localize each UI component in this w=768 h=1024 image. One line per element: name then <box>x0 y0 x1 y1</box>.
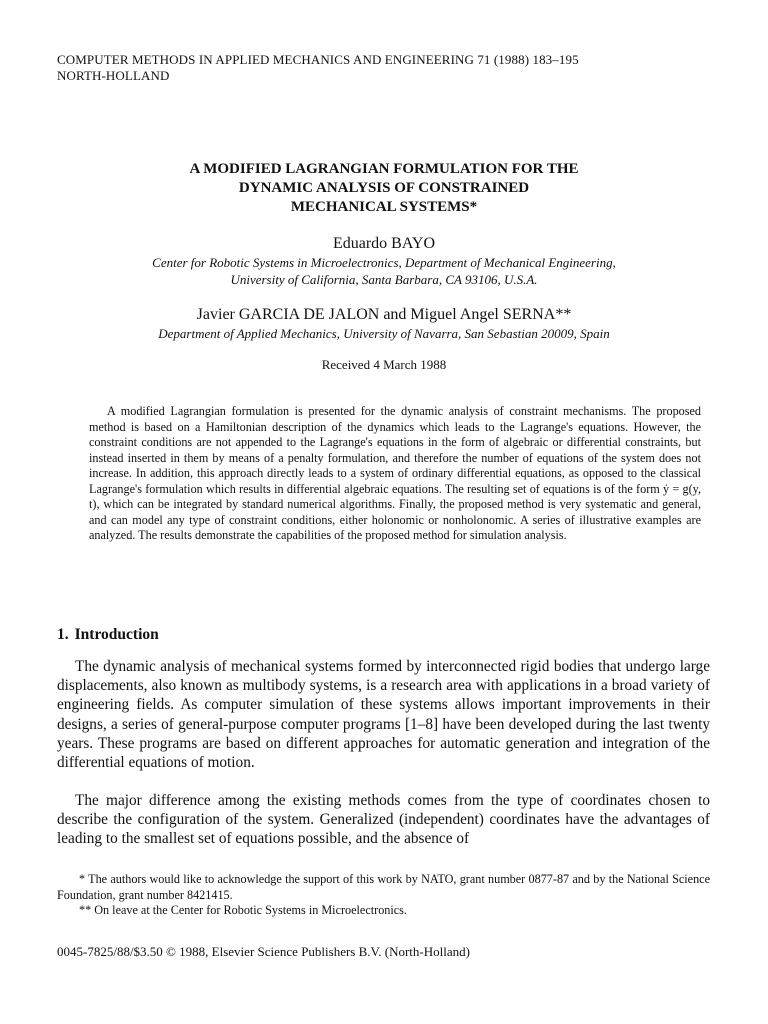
journal-header <box>57 52 697 84</box>
affiliation-1-line-1: Center for Robotic Systems in Microelectronics, Department of Mechanical Engineering, <box>152 255 616 270</box>
affiliation-2: Department of Applied Mechanics, University of Navarra, San Sebastian 20009, Spain <box>158 326 610 341</box>
publisher-name: NORTH-HOLLAND <box>57 68 170 83</box>
received-date: Received 4 March 1988 <box>321 357 447 372</box>
affiliation-1 <box>0 255 768 288</box>
section-heading <box>57 625 165 645</box>
article-title <box>0 160 768 217</box>
section-title: Introduction <box>74 626 159 643</box>
abstract: A modified Lagrangian formulation is presented for the dynamic analysis of constraint mechanisms. The proposed method is based on a Hamiltonian description of the dynamics which leads to the Lagrange's equations. However, the constraint conditions are not appended to the Lagrange's equations in the form of algebraic or differential constraints, but instead inserted in them by means of a penalty formulation, and therefore the number of equations of the system does not increase. In addition, this approach directly leads to a system of ordinary differential equations, as opposed to the classical Lagrange's formulation which results in differential algebraic equations. The resulting set of equations is of the form ẏ = g(y, t), which can be integrated by standard numerical algorithms. Finally, the proposed method is very systematic and general, and can model any type of constraint conditions, either holonomic or nonholonomic. A series of illustrative examples are analyzed. The results demonstrate the capabilities of the proposed method for simulation analysis. <box>89 404 701 542</box>
title-line-2: DYNAMIC ANALYSIS OF CONSTRAINED <box>238 180 530 196</box>
section-number: 1. <box>57 626 69 643</box>
intro-paragraph-2: The major difference among the existing methods comes from the type of coordinates chosen to describe the configuration of the system. Generalized (independent) coordinates have the advantages of leading to the smallest set of equations possible, and the absence of <box>57 792 710 848</box>
journal-citation: COMPUTER METHODS IN APPLIED MECHANICS AND ENGINEERING 71 (1988) 183–195 <box>57 52 579 67</box>
intro-paragraph-1: The dynamic analysis of mechanical systems formed by interconnected rigid bodies that undergo large displacements, also known as multibody systems, is a research area with applications in a broad variety of engineering fields. As computer simulation of these systems allows important improvements in their designs, a series of general-purpose computer programs [1–8] have been developed during the last twenty years. These programs are based on different approaches for automatic generation and integration of the differential equations of motion. <box>57 658 710 772</box>
affiliation-1-line-2: University of California, Santa Barbara, CA 93106, U.S.A. <box>230 271 538 287</box>
title-line-3: MECHANICAL SYSTEMS* <box>290 199 478 215</box>
footnote-leave: ** On leave at the Center for Robotic Systems in Microelectronics. <box>79 903 407 917</box>
copyright-line: 0045-7825/88/$3.50 © 1988, Elsevier Science Publishers B.V. (North-Holland) <box>57 944 470 959</box>
footnote-acknowledgement: * The authors would like to acknowledge the support of this work by NATO, grant number 0877-87 and by the National Science Foundation, grant number 8421415. <box>57 872 710 902</box>
title-line-1: A MODIFIED LAGRANGIAN FORMULATION FOR THE <box>189 161 579 177</box>
footnotes <box>57 872 710 919</box>
author-2: Javier GARCIA DE JALON and Miguel Angel SERNA** <box>196 306 572 323</box>
author-1: Eduardo BAYO <box>332 235 436 252</box>
